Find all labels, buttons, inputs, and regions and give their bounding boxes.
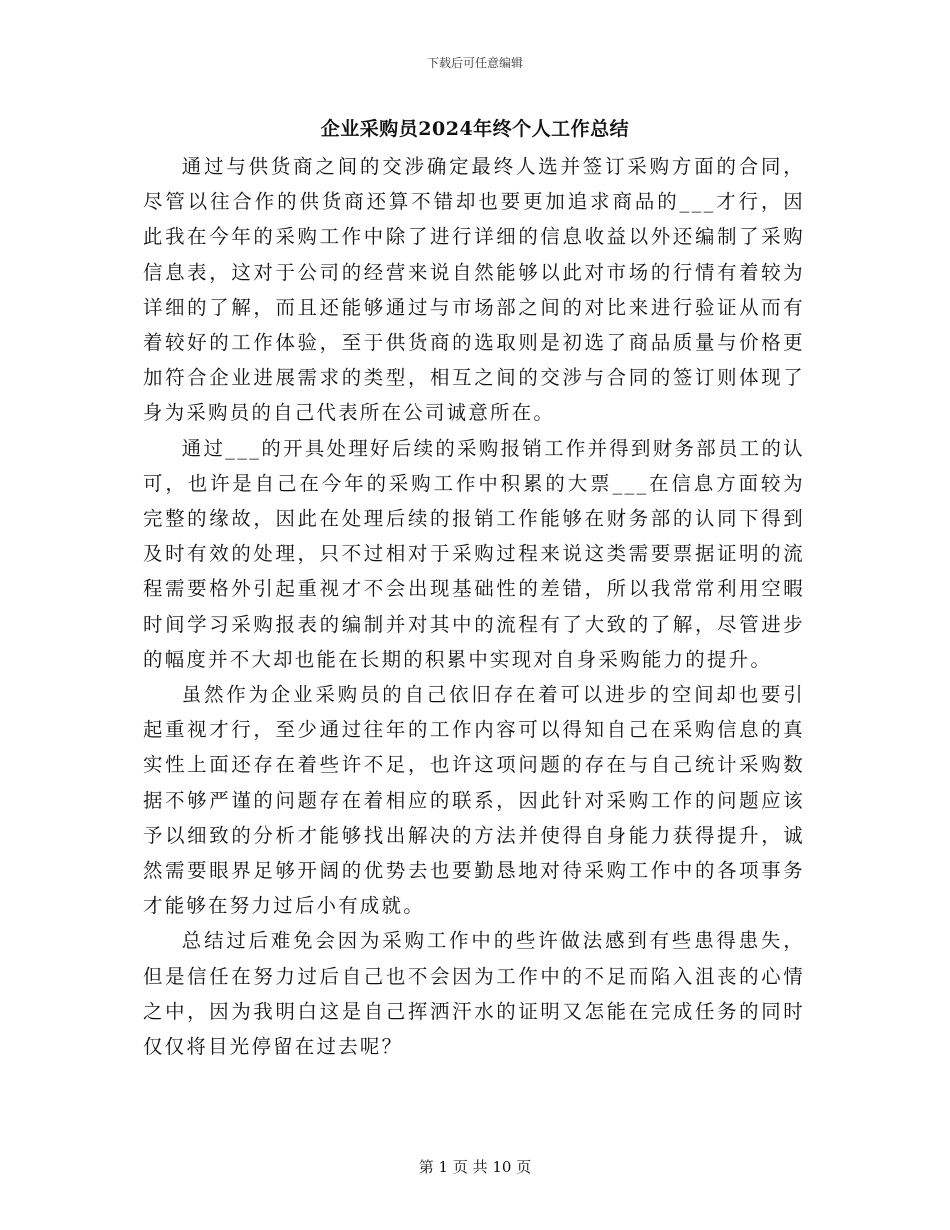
document-title: 企业采购员2024年终个人工作总结 (320, 118, 630, 140)
document-body (143, 149, 805, 1064)
page-number-footer: 第 1 页 共 10 页 (418, 1158, 532, 1176)
body-paragraph: 通过___的开具处理好后续的采购报销工作并得到财务部员工的认可，也许是自己在今年的采购工作中积累的大票___在信息方面较为完整的缘故，因此在处理后续的报销工作能够在财务部的认同下得到及时有效的处理，只不过相对于采购过程来说这类需要票据证明的流程需要格外引起重视才不会出现基础性的差错，所以我常常利用空暇时间学习采购报表的编制并对其中的流程有了大致的了解，尽管进步的幅度并不大却也能在长期的积累中实现对自身采购能力的提升。 (143, 436, 805, 671)
body-paragraph: 总结过后难免会因为采购工作中的些许做法感到有些患得患失，但是信任在努力过后自己也不会因为工作中的不足而陷入沮丧的心情之中，因为我明白这是自己挥洒汗水的证明又怎能在完成任务的同时仅仅将目光停留在过去呢？ (143, 929, 805, 1059)
page-header-note: 下载后可任意编辑 (426, 56, 523, 70)
body-paragraph: 通过与供货商之间的交涉确定最终人选并签订采购方面的合同，尽管以往合作的供货商还算不错却也要更加追求商品的___才行，因此我在今年的采购工作中除了进行详细的信息收益以外还编制了采购信息表，这对于公司的经营来说自然能够以此对市场的行情有着较为详细的了解，而且还能够通过与市场部之间的对比来进行验证从而有着较好的工作体验，至于供货商的选取则是初选了商品质量与价格更加符合企业进展需求的类型，相互之间的交涉与合同的签订则体现了身为采购员的自己代表所在公司诚意所在。 (143, 155, 805, 425)
body-paragraph: 虽然作为企业采购员的自己依旧存在着可以进步的空间却也要引起重视才行，至少通过往年的工作内容可以得知自己在采购信息的真实性上面还存在着些许不足，也许这项问题的存在与自己统计采购数据不够严谨的问题存在着相应的联系，因此针对采购工作的问题应该予以细致的分析才能够找出解决的方法并使得自身能力获得提升，诚然需要眼界足够开阔的优势去也要勤恳地对待采购工作中的各项事务才能够在努力过后小有成就。 (143, 683, 805, 918)
